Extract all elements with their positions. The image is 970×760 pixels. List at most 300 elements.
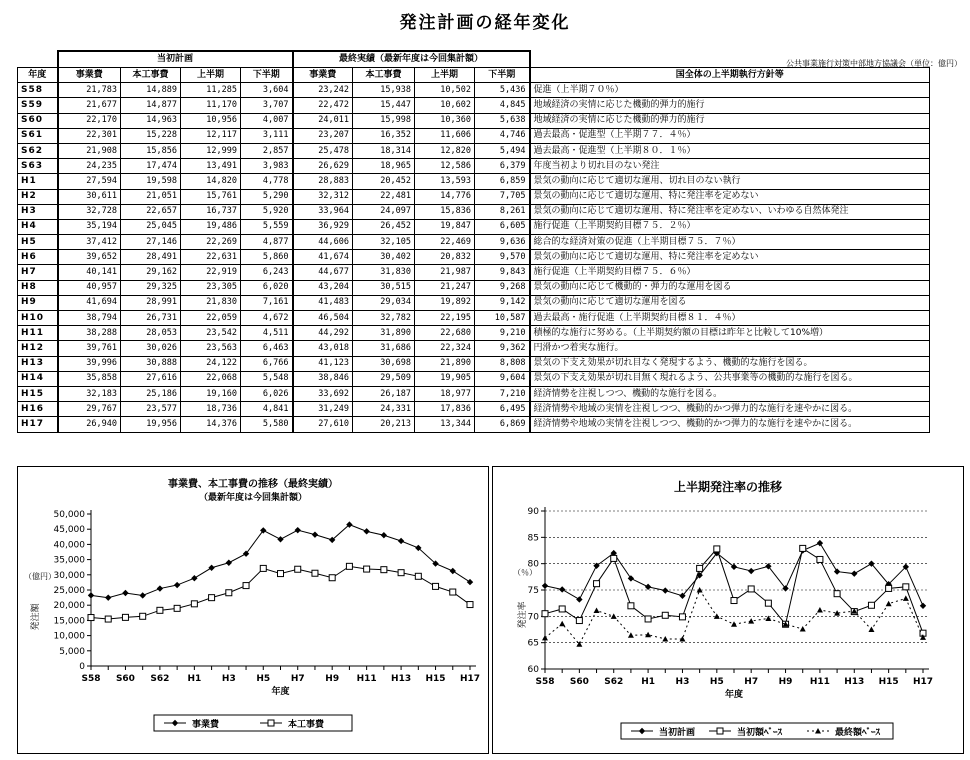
value-cell: 27,594 [58,174,121,189]
policy-cell: 景気の動向に応じて適切な運用、切れ目のない執行 [530,174,930,189]
data-point [559,606,565,612]
year-cell: S62 [18,143,58,158]
data-point [157,585,163,591]
value-cell: 28,883 [293,174,353,189]
value-cell: 40,141 [58,265,121,280]
y-tick-label: 45,000 [53,525,85,536]
policy-cell: 経済情勢や地域の実情を注視しつつ、機動的かつ弾力的な施行を速やかに図る。 [530,417,930,432]
value-cell: 9,362 [475,341,530,356]
table-row [18,219,930,234]
legend-label: 本工事費 [288,720,325,730]
table-row [18,113,930,128]
column-header: 事業費 [293,68,353,83]
year-cell: H16 [18,402,58,417]
value-cell: 20,213 [353,417,415,432]
data-point [628,632,634,638]
data-point [817,556,823,562]
value-cell: 4,841 [241,402,293,417]
chart-cost-trend [17,466,489,754]
value-cell: 4,672 [241,311,293,326]
data-point [594,608,600,614]
value-cell: 10,956 [181,113,241,128]
value-cell: 15,761 [181,189,241,204]
year-cell: S58 [18,83,58,98]
y-tick-label: 65 [527,638,539,649]
chart-subtitle: （最新年度は今回集計額） [198,493,308,503]
x-tick-label: S58 [81,674,101,684]
value-cell: 8,261 [475,204,530,219]
value-cell: 27,610 [293,417,353,432]
value-cell: 5,580 [241,417,293,432]
value-cell: 6,869 [475,417,530,432]
y-tick-label: 70 [527,612,539,623]
chart-title: 事業費、本工事費の推移（最終実績） [168,479,338,490]
policy-cell: 過去最高・促進型（上半期８０．１％） [530,143,930,158]
x-axis-label: 年度 [724,690,744,700]
x-tick-label: H7 [744,677,759,687]
policy-cell: 景気の下支え効果が切れ目なく発現するよう、機動的な施行を図る。 [530,356,930,371]
policy-cell: 地域経済の実情に応じた機動的弾力的施行 [530,98,930,113]
table-row [18,98,930,113]
data-point [576,596,582,602]
data-point [817,540,823,546]
value-cell: 13,491 [181,159,241,174]
data-point [800,545,806,551]
data-point [381,532,387,538]
x-tick-label: H13 [391,674,412,684]
value-cell: 5,548 [241,371,293,386]
column-header: 年度 [18,68,58,83]
x-tick-label: H3 [675,677,690,687]
y-axis-label: 発注率 [518,601,528,629]
value-cell: 32,782 [353,311,415,326]
year-cell: H3 [18,204,58,219]
data-point [312,531,318,537]
value-cell: 9,604 [475,371,530,386]
policy-cell: 景気の動向に応じて適切な運用、特に発注率を定めない [530,250,930,265]
x-tick-label: H3 [221,674,236,684]
value-cell: 5,436 [475,83,530,98]
data-point [559,621,565,627]
data-point [817,607,823,613]
column-header: 本工事費 [121,68,181,83]
data-point [243,583,249,589]
value-cell: 14,776 [415,189,475,204]
column-header: 下半期 [475,68,530,83]
value-cell: 26,940 [58,417,121,432]
policy-cell: 景気の動向に応じて適切な運用、特に発注率を定めない、いわゆる自然体発注 [530,204,930,219]
data-point [295,566,301,572]
value-cell: 7,210 [475,386,530,401]
data-point [191,601,197,607]
column-header: 上半期 [415,68,475,83]
year-cell: H7 [18,265,58,280]
value-cell: 11,170 [181,98,241,113]
value-cell: 3,983 [241,159,293,174]
year-cell: H11 [18,326,58,341]
value-cell: 39,652 [58,250,121,265]
value-cell: 16,737 [181,204,241,219]
value-cell: 10,360 [415,113,475,128]
year-cell: H5 [18,235,58,250]
value-cell: 15,856 [121,143,181,158]
value-cell: 23,207 [293,128,353,143]
legend-label: 事業費 [192,720,220,730]
table-row [18,280,930,295]
value-cell: 22,631 [181,250,241,265]
value-cell: 24,331 [353,402,415,417]
value-cell: 27,616 [121,371,181,386]
value-cell: 9,268 [475,280,530,295]
x-tick-label: H11 [809,677,830,687]
y-axis-unit: （％） [513,568,537,577]
data-point [105,594,111,600]
value-cell: 10,602 [415,98,475,113]
data-point [450,589,456,595]
value-cell: 21,908 [58,143,121,158]
value-cell: 15,938 [353,83,415,98]
value-cell: 9,636 [475,235,530,250]
value-cell: 28,053 [121,326,181,341]
policy-cell: 過去最高・促進型（上半期７７．４％） [530,128,930,143]
value-cell: 23,242 [293,83,353,98]
data-point [542,611,548,617]
value-cell: 26,629 [293,159,353,174]
value-cell: 21,783 [58,83,121,98]
value-cell: 8,808 [475,356,530,371]
value-cell: 6,766 [241,356,293,371]
data-point [295,527,301,533]
value-cell: 6,026 [241,386,293,401]
y-tick-label: 75 [527,586,539,596]
y-tick-label: 80 [527,559,539,570]
x-tick-label: H17 [912,677,934,687]
data-point [467,579,473,585]
x-tick-label: H13 [844,677,865,687]
value-cell: 13,593 [415,174,475,189]
column-header: 事業費 [58,68,121,83]
value-cell: 4,778 [241,174,293,189]
chart-first-half-rate [492,466,964,754]
table-row [18,235,930,250]
value-cell: 18,977 [415,386,475,401]
value-cell: 21,890 [415,356,475,371]
data-point [886,601,892,607]
value-cell: 18,314 [353,143,415,158]
value-cell: 22,919 [181,265,241,280]
y-tick-label: 35,000 [53,555,85,566]
value-cell: 14,877 [121,98,181,113]
data-point [312,570,318,576]
data-point [209,595,215,601]
value-cell: 24,235 [58,159,121,174]
data-point [398,538,404,544]
x-tick-label: H9 [778,677,793,687]
policy-cell: 施行促進（上半期契約目標７５．６％） [530,265,930,280]
value-cell: 24,097 [353,204,415,219]
data-point [260,565,266,571]
value-cell: 14,889 [121,83,181,98]
table-row [18,143,930,158]
data-point [576,618,582,624]
value-cell: 2,857 [241,143,293,158]
year-cell: H1 [18,174,58,189]
data-point [559,586,565,592]
value-cell: 23,563 [181,341,241,356]
value-cell: 22,657 [121,204,181,219]
value-cell: 38,288 [58,326,121,341]
value-cell: 36,929 [293,219,353,234]
value-cell: 19,892 [415,295,475,310]
year-cell: H10 [18,311,58,326]
data-point [140,613,146,619]
value-cell: 21,051 [121,189,181,204]
policy-cell: 景気の下支え効果が切れ目無く現れるよう、公共事業等の機動的な施行を図る。 [530,371,930,386]
column-header: 上半期 [181,68,241,83]
data-point [903,595,909,601]
value-cell: 13,344 [415,417,475,432]
x-tick-label: H11 [356,674,377,684]
value-cell: 22,170 [58,113,121,128]
data-point [363,528,369,534]
x-tick-label: S62 [604,677,624,687]
data-point [191,575,197,581]
policy-cell: 地域経済の実情に応じた機動的弾力的施行 [530,113,930,128]
policy-cell: 施行促進（上半期契約目標７５．２％） [530,219,930,234]
policy-cell: 積極的な施行に努める。（上半期契約額の目標は昨年と比較して10%増） [530,326,930,341]
value-cell: 44,606 [293,235,353,250]
value-cell: 39,996 [58,356,121,371]
policy-cell: 年度当初より切れ目のない発注 [530,159,930,174]
data-point [662,636,668,642]
year-cell: S63 [18,159,58,174]
x-tick-label: H7 [290,674,305,684]
x-tick-label: S58 [535,677,555,687]
data-point [174,582,180,588]
policy-cell: 円滑かつ着実な施行。 [530,341,930,356]
data-point [398,570,404,576]
year-cell: S59 [18,98,58,113]
data-point [834,568,840,574]
value-cell: 27,146 [121,235,181,250]
value-cell: 22,195 [415,311,475,326]
value-cell: 18,965 [353,159,415,174]
value-cell: 12,999 [181,143,241,158]
chart-first-half-rate-svg [493,467,963,753]
data-point [208,565,214,571]
value-cell: 33,964 [293,204,353,219]
table-row [18,386,930,401]
year-cell: H4 [18,219,58,234]
value-cell: 22,472 [293,98,353,113]
value-cell: 37,412 [58,235,121,250]
data-point [346,563,352,569]
column-header: 下半期 [241,68,293,83]
data-point [594,581,600,587]
value-cell: 9,843 [475,265,530,280]
data-point [226,560,232,566]
value-cell: 39,761 [58,341,121,356]
policy-cell: 総合的な経済対策の促進（上半期目標７５．７％） [530,235,930,250]
table-row [18,159,930,174]
data-point [868,602,874,608]
data-point [122,590,128,596]
table-row [18,265,930,280]
value-cell: 6,020 [241,280,293,295]
value-cell: 19,486 [181,219,241,234]
policy-cell: 景気の動向に応じて適切な運用を図る [530,295,930,310]
value-cell: 43,204 [293,280,353,295]
value-cell: 22,059 [181,311,241,326]
data-point [88,592,94,598]
value-cell: 12,820 [415,143,475,158]
data-point [467,602,473,608]
legend-label: 最終額ﾍﾞｰｽ [835,728,881,738]
x-axis-label: 年度 [271,687,290,697]
year-cell: H15 [18,386,58,401]
data-point [88,615,94,621]
value-cell: 6,859 [475,174,530,189]
value-cell: 30,402 [353,250,415,265]
value-cell: 21,987 [415,265,475,280]
value-cell: 19,956 [121,417,181,432]
value-cell: 26,731 [121,311,181,326]
legend-marker [717,728,723,734]
value-cell: 21,830 [181,295,241,310]
y-tick-label: 15,000 [53,616,85,627]
year-cell: H13 [18,356,58,371]
value-cell: 22,469 [415,235,475,250]
year-cell: H6 [18,250,58,265]
value-cell: 31,890 [353,326,415,341]
data-point [748,618,754,624]
y-tick-label: 5,000 [59,646,85,657]
value-cell: 43,018 [293,341,353,356]
value-cell: 23,305 [181,280,241,295]
value-cell: 30,611 [58,189,121,204]
series-line-1 [545,543,923,606]
data-point [868,627,874,633]
value-cell: 29,325 [121,280,181,295]
value-cell: 21,677 [58,98,121,113]
policy-cell: 経済情勢を注視しつつ、機動的な施行を図る。 [530,386,930,401]
value-cell: 4,845 [475,98,530,113]
data-point [834,591,840,597]
x-tick-label: H9 [325,674,340,684]
value-cell: 5,638 [475,113,530,128]
data-point [105,616,111,622]
value-cell: 25,045 [121,219,181,234]
value-cell: 19,598 [121,174,181,189]
value-cell: 23,577 [121,402,181,417]
value-cell: 41,123 [293,356,353,371]
value-cell: 18,736 [181,402,241,417]
value-cell: 11,606 [415,128,475,143]
data-point [139,592,145,598]
value-cell: 38,846 [293,371,353,386]
table-row [18,311,930,326]
value-cell: 4,746 [475,128,530,143]
value-cell: 30,698 [353,356,415,371]
year-cell: H14 [18,371,58,386]
data-point [645,616,651,622]
value-cell: 20,452 [353,174,415,189]
data-point [364,566,370,572]
value-cell: 23,542 [181,326,241,341]
group-final-results: 最終実績（最新年度は今回集計額） [293,51,530,68]
chart-title: 上半期発注率の推移 [673,480,783,494]
value-cell: 22,680 [415,326,475,341]
data-point [122,614,128,620]
value-cell: 5,920 [241,204,293,219]
year-cell: H17 [18,417,58,432]
value-cell: 31,249 [293,402,353,417]
value-cell: 41,694 [58,295,121,310]
table-row [18,204,930,219]
policy-cell: 促進（上半期７０％） [530,83,930,98]
value-cell: 5,860 [241,250,293,265]
year-cell: S61 [18,128,58,143]
legend-label: 当初額ﾍﾞｰｽ [737,728,783,738]
value-cell: 28,991 [121,295,181,310]
x-tick-label: H1 [641,677,655,687]
data-point [662,612,668,618]
x-tick-label: H5 [256,674,271,684]
value-cell: 9,570 [475,250,530,265]
value-cell: 21,247 [415,280,475,295]
data-point [903,584,909,590]
value-cell: 3,707 [241,98,293,113]
x-tick-label: S60 [569,677,589,687]
value-cell: 32,728 [58,204,121,219]
value-cell: 4,007 [241,113,293,128]
value-cell: 15,228 [121,128,181,143]
page-title: 発注計画の経年変化 [399,13,571,33]
legend-label: 当初計画 [659,728,696,738]
value-cell: 29,162 [121,265,181,280]
y-axis-unit: （億円） [24,572,56,581]
table-row [18,417,930,432]
data-point [611,555,617,561]
table-row [18,83,930,98]
year-cell: H8 [18,280,58,295]
value-cell: 35,194 [58,219,121,234]
value-cell: 3,604 [241,83,293,98]
data-point [433,583,439,589]
data-point [450,568,456,574]
value-cell: 22,481 [353,189,415,204]
value-cell: 7,705 [475,189,530,204]
value-cell: 33,692 [293,386,353,401]
x-tick-label: S60 [115,674,135,684]
data-point [731,598,737,604]
group-initial-plan: 当初計画 [58,51,293,68]
value-cell: 14,376 [181,417,241,432]
table-row [18,341,930,356]
value-cell: 7,161 [241,295,293,310]
value-cell: 14,820 [181,174,241,189]
data-point [226,590,232,596]
data-point [542,583,548,589]
year-cell: H2 [18,189,58,204]
value-cell: 25,478 [293,143,353,158]
chart-cost-trend-svg [18,467,488,753]
table-row [18,326,930,341]
year-cell: S60 [18,113,58,128]
y-tick-label: 25,000 [53,586,85,596]
data-table [17,50,930,433]
data-point [278,571,284,577]
